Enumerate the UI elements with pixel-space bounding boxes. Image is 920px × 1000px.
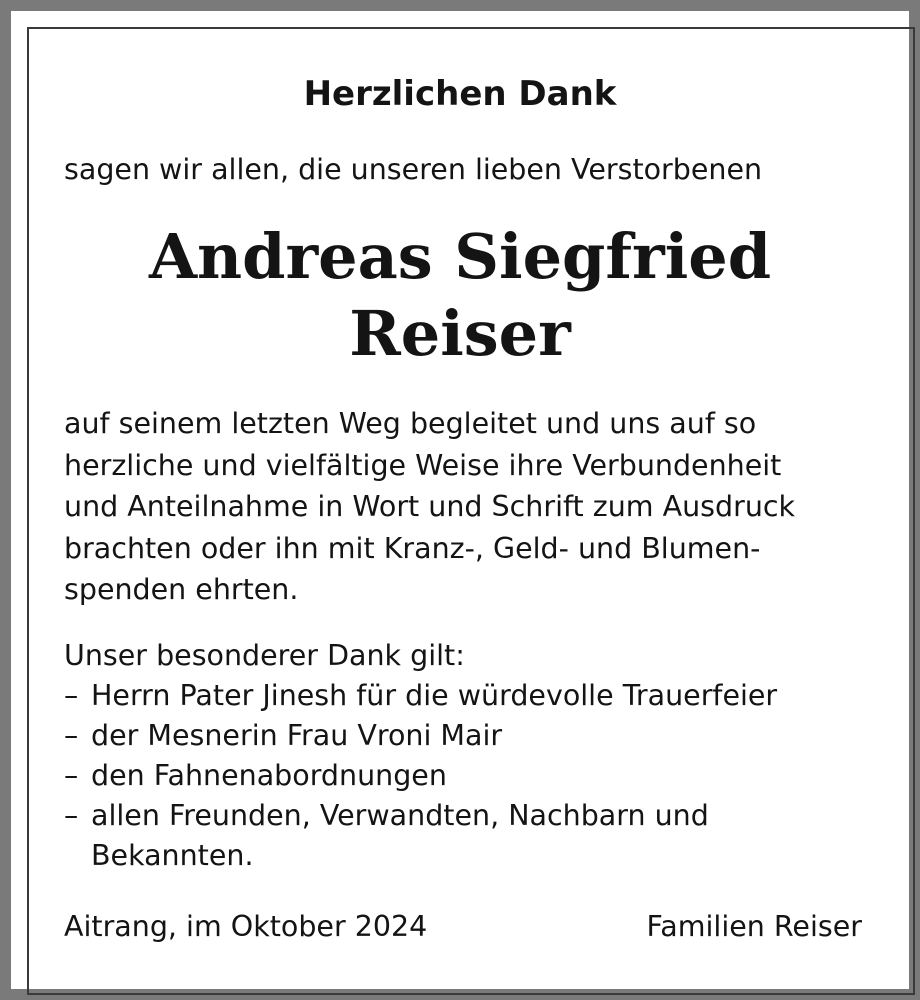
list-item <box>64 716 777 756</box>
signature: Familien Reiser <box>646 910 862 943</box>
body-paragraph <box>64 403 795 611</box>
list-item-text: der Mesnerin Frau Vroni Mair <box>91 719 503 752</box>
dash-bullet: – <box>64 679 79 712</box>
body-line: brachten oder ihn mit Kranz-, Geld- und Blumen- <box>64 531 761 565</box>
body-line: spenden ehrten. <box>64 573 299 606</box>
body-line: auf seinem letzten Weg begleitet und uns auf so <box>64 407 757 440</box>
list-item-text-line: Bekannten. <box>91 839 254 872</box>
dash-bullet: – <box>64 759 79 792</box>
deceased-name-line-1: Andreas Siegfried <box>148 220 772 293</box>
intro-text: sagen wir allen, die unseren lieben Verstorbenen <box>64 153 763 186</box>
body-line: und Anteilnahme in Wort und Schrift zum Ausdruck <box>64 490 796 523</box>
list-item-text-line: allen Freunden, Verwandten, Nachbarn und <box>91 799 709 832</box>
list-item-text: den Fahnenabordnungen <box>91 759 447 792</box>
thanks-intro: Unser besonderer Dank gilt: <box>64 639 465 672</box>
list-item <box>64 676 777 716</box>
list-item <box>64 796 777 876</box>
dash-bullet: – <box>64 719 79 752</box>
deceased-name-line-2: Reiser <box>349 297 571 370</box>
deceased-name <box>0 218 920 372</box>
notice-heading: Herzlichen Dank <box>303 74 617 114</box>
dash-bullet: – <box>64 799 79 832</box>
place-and-date: Aitrang, im Oktober 2024 <box>64 910 428 943</box>
list-item <box>64 756 777 796</box>
list-item-text <box>91 796 709 876</box>
list-item-text: Herrn Pater Jinesh für die würdevolle Trauerfeier <box>91 679 778 712</box>
thanks-list <box>64 636 777 876</box>
body-line: herzliche und vielfältige Weise ihre Verbundenheit <box>64 448 782 482</box>
